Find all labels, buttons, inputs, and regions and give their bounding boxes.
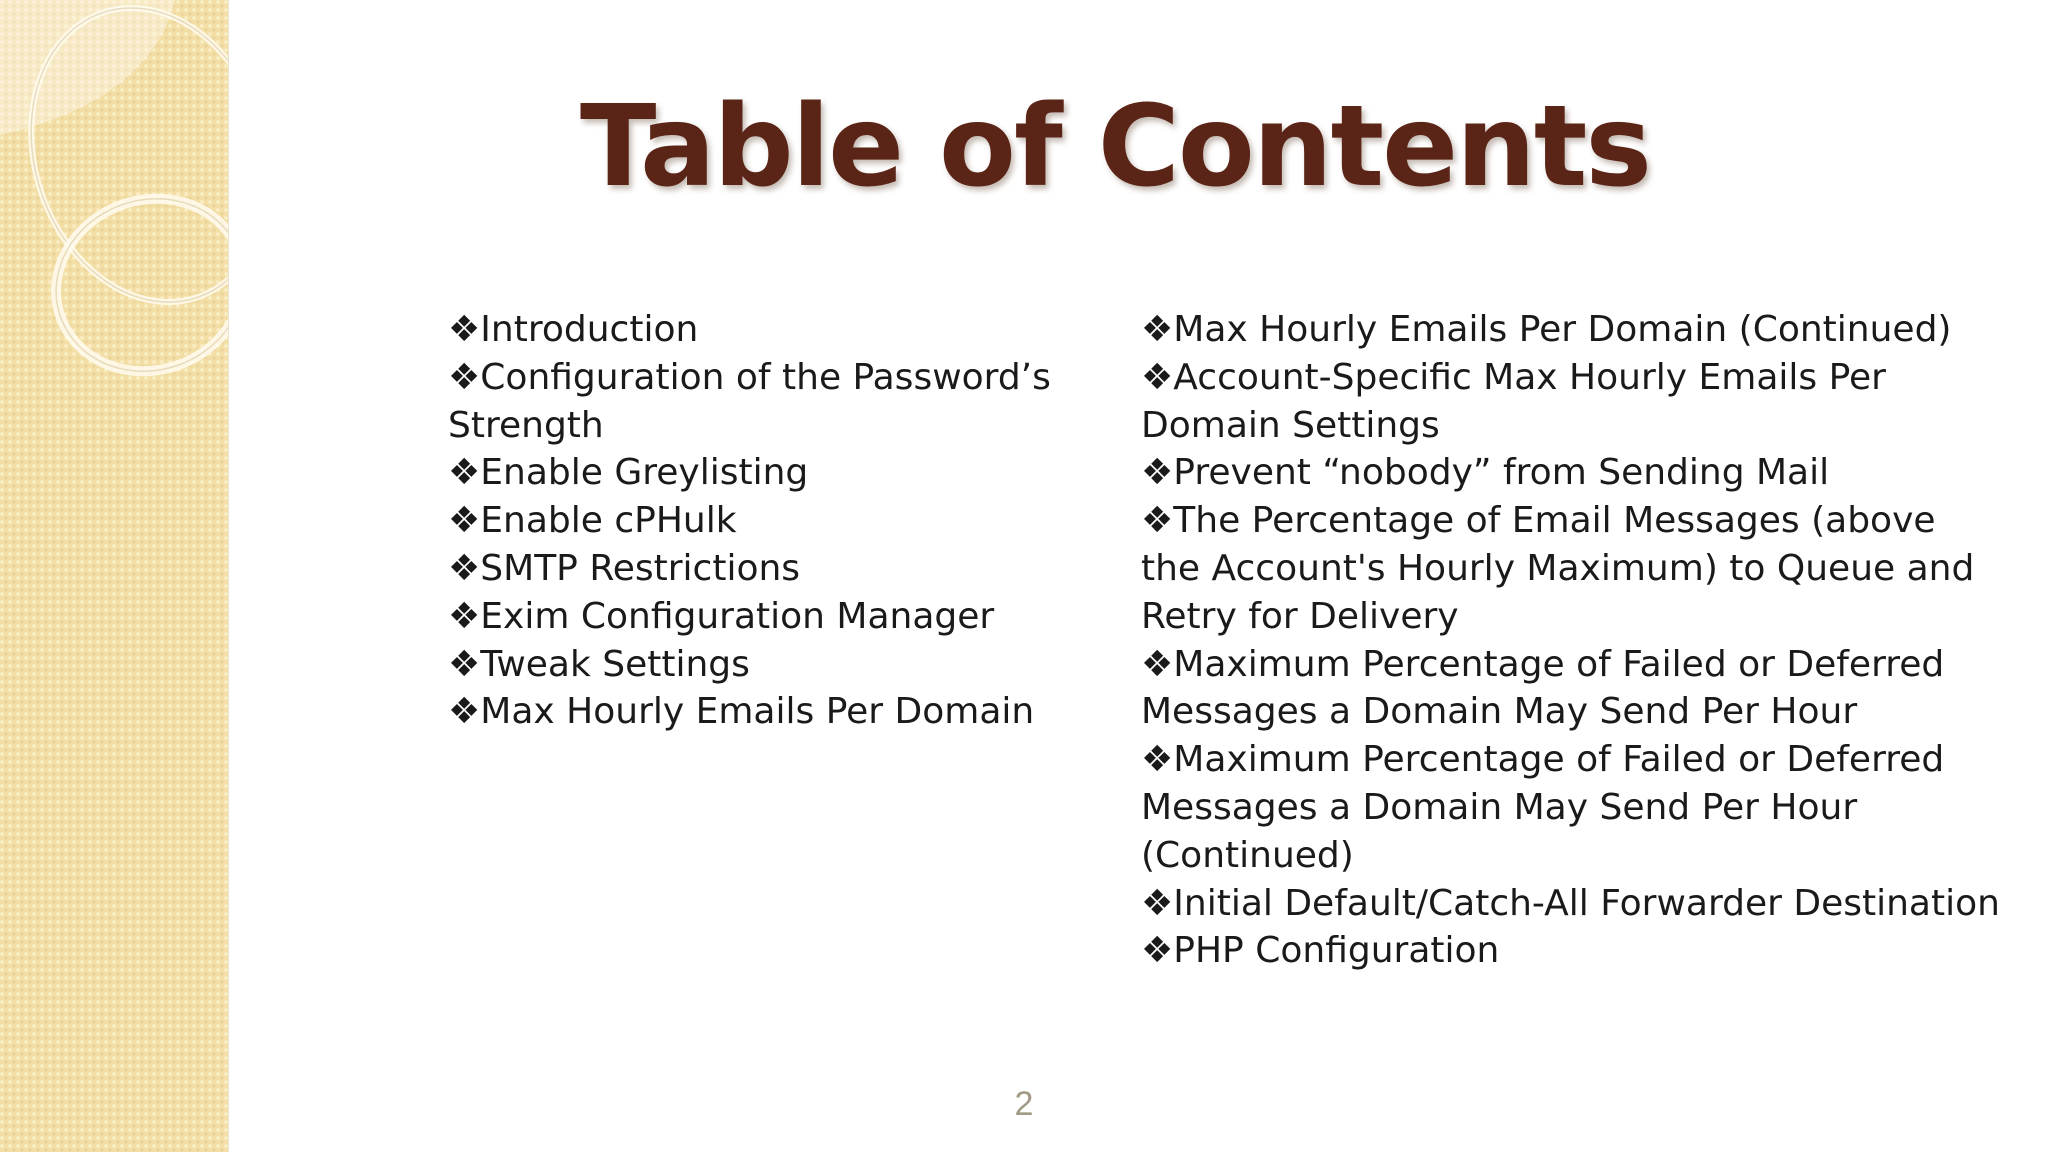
toc-item-text: Account-Specific Max Hourly Emails Per Domain Settings — [1141, 356, 1886, 446]
toc-item — [1141, 927, 2001, 975]
toc-left-column — [448, 306, 1088, 736]
toc-item-text: Maximum Percentage of Failed or Deferred Messages a Domain May Send Per Hour (Continued) — [1141, 739, 1945, 876]
diamond-bullet-icon: ❖ — [448, 595, 481, 637]
diamond-bullet-icon: ❖ — [448, 500, 481, 542]
toc-item — [448, 497, 1088, 545]
diamond-bullet-icon: ❖ — [1141, 882, 1174, 924]
diamond-bullet-icon: ❖ — [448, 309, 481, 350]
toc-item-text: Enable cPHulk — [480, 500, 737, 542]
diamond-bullet-icon: ❖ — [1141, 930, 1174, 972]
toc-item-text: PHP Configuration — [1173, 930, 1500, 972]
toc-item — [448, 688, 1088, 736]
diamond-bullet-icon: ❖ — [448, 547, 481, 589]
toc-item — [448, 641, 1088, 689]
toc-item-text: The Percentage of Email Messages (above the Account's Hourly Maximum) to Queue and Retry for Delivery — [1141, 500, 1975, 637]
toc-item-text: Tweak Settings — [480, 643, 750, 685]
toc-item-text: Exim Configuration Manager — [480, 595, 995, 637]
toc-item — [1141, 880, 2001, 928]
toc-item-text: Initial Default/Catch-All Forwarder Destination — [1173, 882, 2000, 924]
diamond-bullet-icon: ❖ — [1141, 309, 1174, 350]
diamond-bullet-icon: ❖ — [1141, 452, 1174, 494]
decorative-rings — [0, 0, 228, 420]
toc-item — [448, 545, 1088, 593]
diamond-bullet-icon: ❖ — [448, 691, 481, 733]
toc-item — [1141, 306, 2001, 354]
toc-item-text: Max Hourly Emails Per Domain — [480, 691, 1035, 733]
diamond-bullet-icon: ❖ — [1141, 500, 1174, 542]
toc-item — [1141, 449, 2001, 497]
toc-item-text: SMTP Restrictions — [480, 547, 801, 589]
toc-item-text: Enable Greylisting — [480, 452, 809, 494]
toc-item — [448, 593, 1088, 641]
page-number: 2 — [1014, 1085, 1034, 1123]
toc-item-text: Configuration of the Password’s Strength — [448, 356, 1051, 446]
diamond-bullet-icon: ❖ — [1141, 739, 1174, 781]
toc-item — [448, 449, 1088, 497]
toc-item — [1141, 354, 2001, 450]
toc-item — [448, 306, 1088, 354]
toc-item-text: Maximum Percentage of Failed or Deferred Messages a Domain May Send Per Hour — [1141, 643, 1945, 733]
toc-right-column — [1141, 306, 2001, 975]
slide-title: Table of Contents — [579, 82, 1651, 212]
diamond-bullet-icon: ❖ — [1141, 356, 1174, 398]
toc-item-text: Max Hourly Emails Per Domain (Continued) — [1173, 309, 1952, 350]
diamond-bullet-icon: ❖ — [448, 643, 481, 685]
toc-item-text: Introduction — [480, 309, 699, 350]
decorative-side-panel — [0, 0, 229, 1152]
toc-item — [1141, 497, 2001, 640]
diamond-bullet-icon: ❖ — [448, 356, 481, 398]
toc-item — [1141, 641, 2001, 737]
diamond-bullet-icon: ❖ — [448, 452, 481, 494]
toc-item — [1141, 736, 2001, 879]
toc-item — [448, 354, 1088, 450]
diamond-bullet-icon: ❖ — [1141, 643, 1174, 685]
toc-item-text: Prevent “nobody” from Sending Mail — [1173, 452, 1830, 494]
